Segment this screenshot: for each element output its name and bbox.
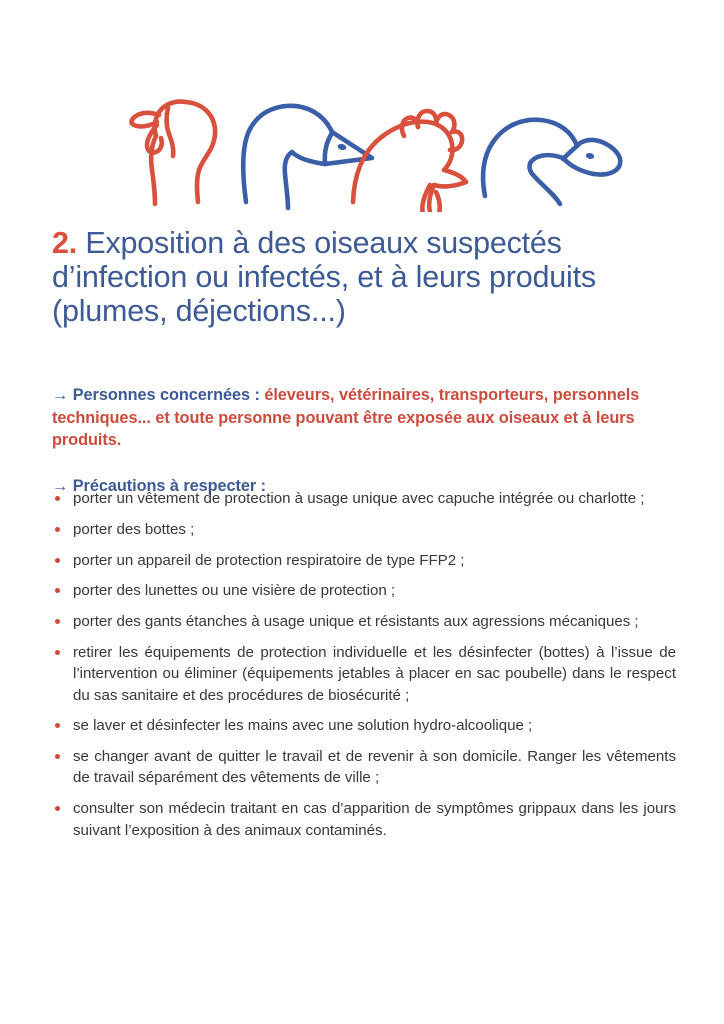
precautions-heading-text: Précautions à respecter : xyxy=(72,477,267,496)
rooster-head-icon xyxy=(353,111,466,212)
title-number: 2. xyxy=(52,226,78,260)
title-heading xyxy=(52,226,677,328)
list-item-text: porter des bottes ; xyxy=(73,520,195,538)
bullet-dot-icon xyxy=(55,588,60,593)
bullet-dot-icon xyxy=(55,806,60,811)
list-item xyxy=(52,519,676,540)
list-item xyxy=(52,642,676,706)
list-item-text: retirer les équipements de protection individuelle et les désinfecter (bottes) à l’issue de l’intervention ou éliminer (équipements jetables à placer en sac poubelle) dans le respect du sas sanitaire et des procédures de biosécurité ; xyxy=(73,643,676,704)
section-personnes-concernees xyxy=(52,384,672,452)
precautions-arrow-icon: → xyxy=(52,477,69,496)
turkey-head-icon xyxy=(132,102,216,204)
list-item-text: porter un appareil de protection respiratoire de type FFP2 ; xyxy=(73,551,465,569)
bullet-dot-icon xyxy=(55,754,60,759)
bullet-dot-icon xyxy=(55,527,60,532)
list-item xyxy=(52,746,676,789)
personnes-body: éleveurs, vétérinaires, transporteurs, personnels techniques... et toute personne pouvant être exposée aux oiseaux et à leurs produits. xyxy=(52,386,640,450)
bird-heads-illustration xyxy=(0,52,724,212)
bullet-dot-icon xyxy=(55,619,60,624)
precautions-list xyxy=(52,488,676,841)
bullet-dot-icon xyxy=(55,558,60,563)
list-item xyxy=(52,715,676,736)
page-title xyxy=(52,226,677,328)
bullet-dot-icon xyxy=(55,650,60,655)
list-item xyxy=(52,488,676,509)
list-item-text: porter des gants étanches à usage unique et résistants aux agressions mécaniques ; xyxy=(73,613,639,631)
list-item-text: consulter son médecin traitant en cas d’apparition de symptômes grippaux dans les jours suivant l’exposition à des animaux contaminés. xyxy=(73,800,676,839)
bullet-dot-icon xyxy=(55,723,60,728)
list-item xyxy=(52,550,676,571)
bullet-dot-icon xyxy=(55,496,60,501)
personnes-lead: Personnes concernées : xyxy=(72,386,260,405)
title-text: Exposition à des oiseaux suspectés d’infection ou infectés, et à leurs produits (plumes, déjections...) xyxy=(52,226,596,328)
personnes-arrow-icon: → xyxy=(52,386,69,405)
list-item xyxy=(52,798,676,841)
list-item xyxy=(52,580,676,601)
list-item-text: porter des lunettes ou une visière de protection ; xyxy=(73,582,396,600)
list-item-text: porter un vêtement de protection à usage unique avec capuche intégrée ou charlotte ; xyxy=(73,490,645,507)
duck-head-icon xyxy=(483,120,620,204)
list-item-text: se changer avant de quitter le travail et de revenir à son domicile. Ranger les vêtements de travail séparément des vêtements de ville ; xyxy=(73,748,676,787)
list-item xyxy=(52,611,676,632)
list-item-text: se laver et désinfecter les mains avec une solution hydro-alcoolique ; xyxy=(73,717,533,735)
